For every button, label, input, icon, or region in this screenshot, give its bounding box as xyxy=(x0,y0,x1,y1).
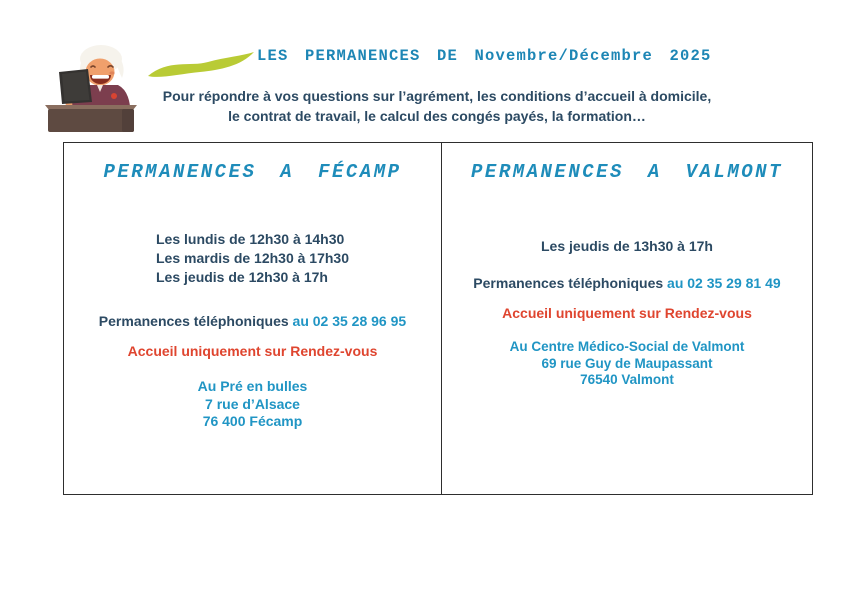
valmont-box xyxy=(442,143,812,494)
address-line: 76540 Valmont xyxy=(580,372,674,387)
fecamp-phone-line xyxy=(64,313,441,329)
page-title: LES PERMANENCES DE Novembre/Décembre 2025 xyxy=(257,47,712,65)
fecamp-address xyxy=(64,378,441,431)
subtitle-line-1: Pour répondre à vos questions sur l’agrément, les conditions d’accueil à domicile, xyxy=(162,88,712,104)
swoosh-icon xyxy=(146,50,256,82)
phone-number: au 02 35 29 81 49 xyxy=(667,275,781,291)
valmont-address xyxy=(442,339,812,389)
address-line: Au Pré en bulles xyxy=(197,378,308,394)
address-line: 7 rue d’Alsace xyxy=(205,395,300,412)
phone-number: au 02 35 28 96 95 xyxy=(292,313,407,329)
valmont-phone-line xyxy=(442,275,812,291)
valmont-header: PERMANENCES A VALMONT xyxy=(471,161,783,183)
fecamp-appointment-notice: Accueil uniquement sur Rendez-vous xyxy=(127,343,378,359)
phone-label: Permanences téléphoniques xyxy=(473,275,664,291)
address-line: 76 400 Fécamp xyxy=(202,413,303,429)
address-line: 69 rue Guy de Maupassant xyxy=(541,355,713,371)
fecamp-box xyxy=(64,143,442,494)
fecamp-schedule xyxy=(64,230,441,287)
fecamp-header: PERMANENCES A FÉCAMP xyxy=(103,161,402,183)
permanences-panels xyxy=(63,142,813,495)
valmont-appointment-notice: Accueil uniquement sur Rendez-vous xyxy=(502,305,752,321)
schedule-line: Les lundis de 12h30 à 14h30 xyxy=(156,231,345,247)
address-line: Au Centre Médico-Social de Valmont xyxy=(509,339,745,354)
phone-label: Permanences téléphoniques xyxy=(98,313,289,329)
page-subtitle xyxy=(40,86,834,126)
subtitle-line-2: le contrat de travail, le calcul des congés payés, la formation… xyxy=(228,108,646,124)
valmont-schedule: Les jeudis de 13h30 à 17h xyxy=(541,238,713,254)
schedule-line: Les jeudis de 12h30 à 17h xyxy=(156,269,328,285)
schedule-line: Les mardis de 12h30 à 17h30 xyxy=(156,250,349,266)
